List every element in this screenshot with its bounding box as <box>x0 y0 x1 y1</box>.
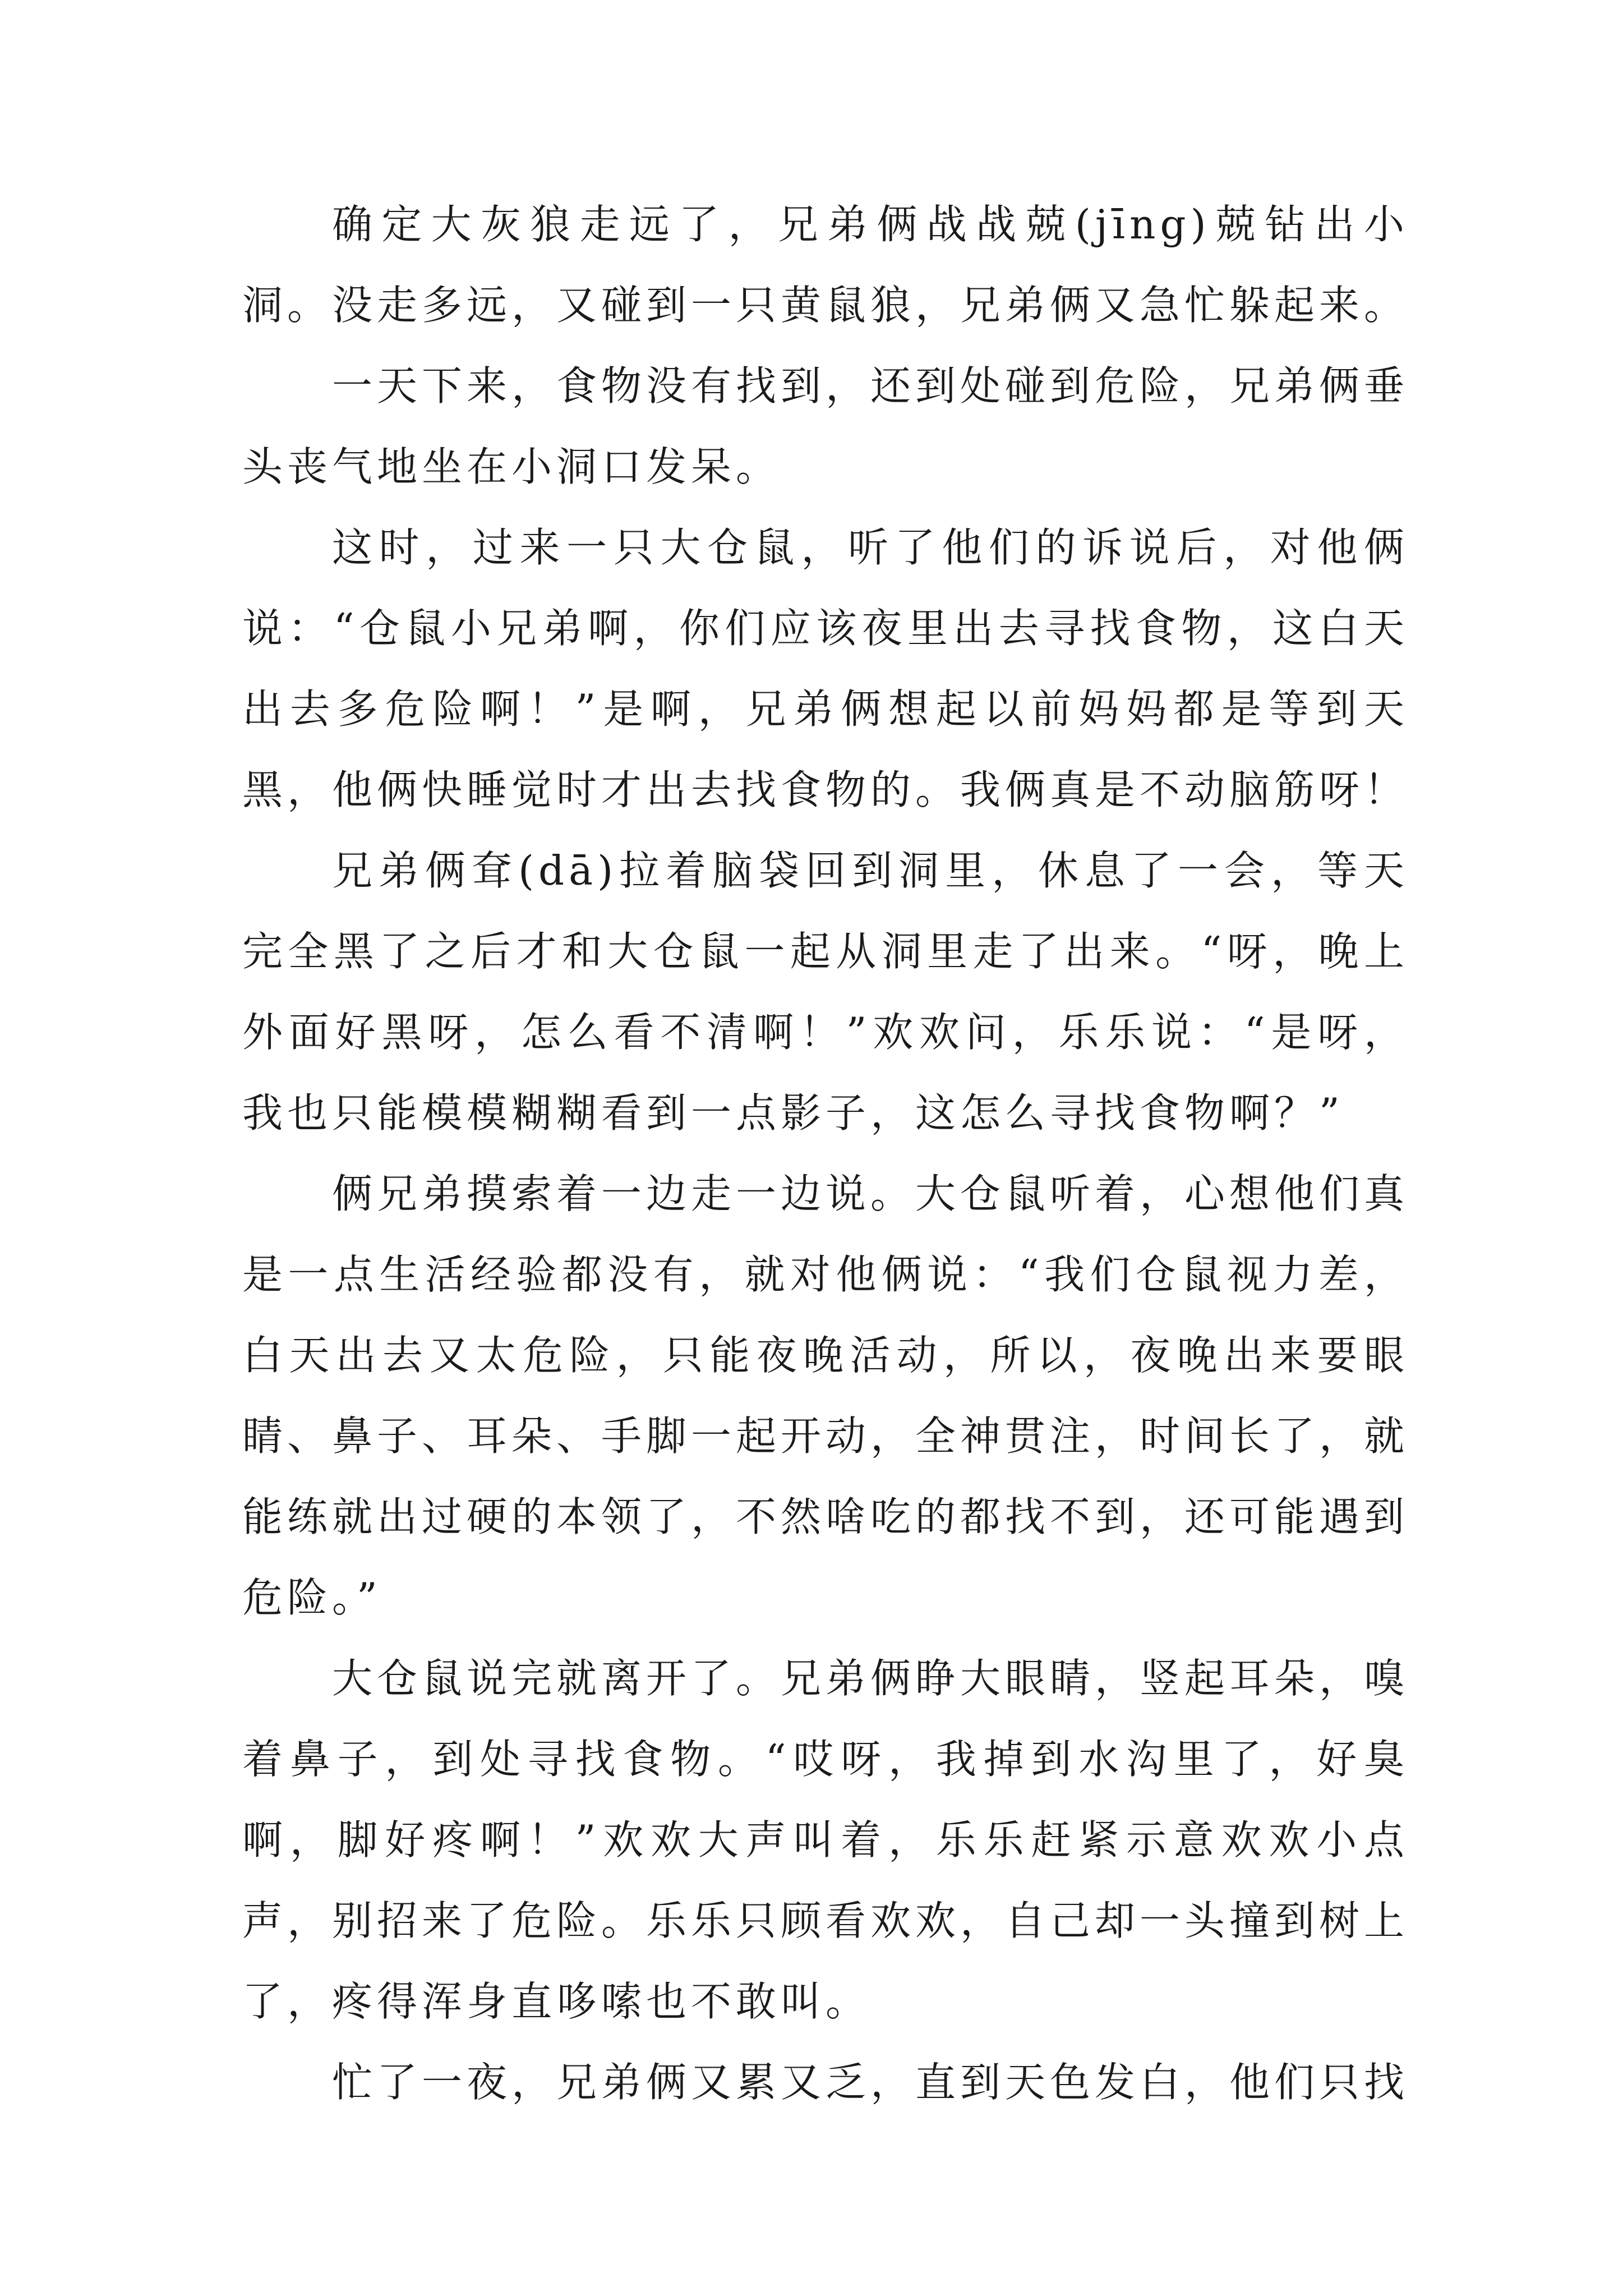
story-text <box>242 184 1409 2123</box>
paragraph-3: 这时，过来一只大仓鼠，听了他们的诉说后，对他俩说：“仓鼠小兄弟啊，你们应该夜里出去寻找食物，这白天出去多危险啊！”是啊，兄弟俩想起以前妈妈都是等到天黑，他俩快睡觉时才出去找食物的。我俩真是不动脑筋呀！ <box>242 524 1409 813</box>
paragraph-5: 俩兄弟摸索着一边走一边说。大仓鼠听着，心想他们真是一点生活经验都没有，就对他俩说：“我们仓鼠视力差，白天出去又太危险，只能夜晚活动，所以，夜晚出来要眼睛、鼻子、耳朵、手脚一起开动，全神贯注，时间长了，就能练就出过硬的本领了，不然啥吃的都找不到，还可能遇到危险。” <box>242 1170 1409 1621</box>
paragraph-2: 一天下来，食物没有找到，还到处碰到危险，兄弟俩垂头丧气地坐在小洞口发呆。 <box>242 362 1409 490</box>
paragraph-4: 兄弟俩耷(dā)拉着脑袋回到洞里，休息了一会，等天完全黑了之后才和大仓鼠一起从洞里走了出来。“呀，晚上外面好黑呀，怎么看不清啊！”欢欢问，乐乐说：“是呀，我也只能模模糊糊看到一点影子，这怎么寻找食物啊？” <box>242 847 1409 1137</box>
paragraph-6: 大仓鼠说完就离开了。兄弟俩睁大眼睛，竖起耳朵，嗅着鼻子，到处寻找食物。“哎呀，我掉到水沟里了，好臭啊，脚好疼啊！”欢欢大声叫着，乐乐赶紧示意欢欢小点声，别招来了危险。乐乐只顾看欢欢，自己却一头撞到树上了，疼得浑身直哆嗦也不敢叫。 <box>242 1655 1409 2025</box>
paragraph-1: 确定大灰狼走远了，兄弟俩战战兢(jīng)兢钻出小洞。没走多远，又碰到一只黄鼠狼，兄弟俩又急忙躲起来。 <box>242 201 1409 329</box>
paragraph-7: 忙了一夜，兄弟俩又累又乏，直到天色发白，他们只找 <box>332 2059 1409 2106</box>
